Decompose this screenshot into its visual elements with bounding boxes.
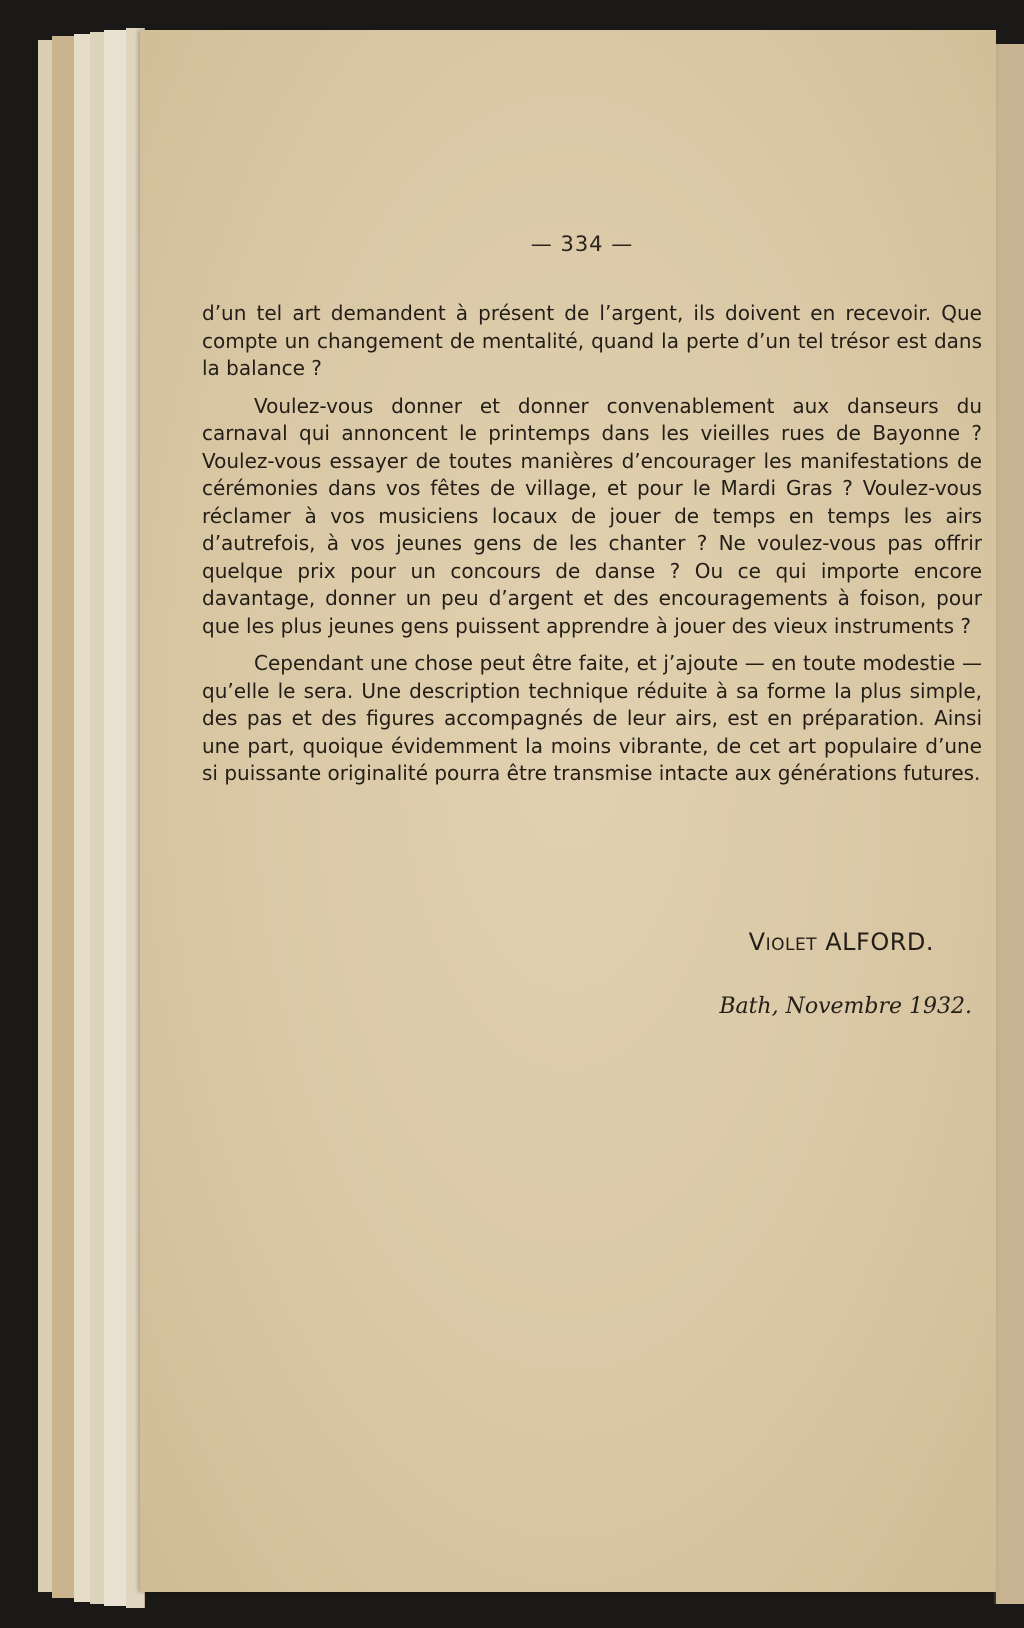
body-text bbox=[202, 300, 982, 798]
facing-page-edge bbox=[994, 44, 1024, 1604]
page-edge bbox=[90, 32, 105, 1604]
book-page bbox=[140, 30, 996, 1592]
author-last-name: ALFORD. bbox=[825, 928, 934, 956]
paragraph-2: Voulez-vous donner et donner convenablement aux danseurs du carnaval qui annoncent le printemps dans les vieilles rues de Bayonne ? Voulez-vous essayer de toutes manières d’encourager les manifestations de cérémonies dans vos fêtes de village, et pour le Mardi Gras ? Voulez-vous réclamer à vos musiciens locaux de jouer de temps en temps les airs d’autrefois, à vos jeunes gens de les chanter ? Ne voulez-vous pas offrir quelque prix pour un concours de danse ? Ou ce qui importe encore davantage, donner un peu d’argent et des encouragements à foison, pour que les plus jeunes gens puissent apprendre à jouer des vieux instruments ? bbox=[202, 393, 982, 638]
page-edge bbox=[38, 40, 53, 1592]
author-first-name: Violet bbox=[748, 928, 818, 956]
page-number: — 334 — bbox=[530, 232, 634, 256]
paragraph-1: d’un tel art demandent à présent de l’argent, ils doivent en recevoir. Que compte un changement de mentalité, quand la perte d’un tel trésor est dans la balance ? bbox=[202, 301, 982, 380]
page-edge bbox=[52, 36, 75, 1598]
page-edge bbox=[104, 30, 127, 1606]
page-edge bbox=[74, 34, 91, 1602]
author-signature bbox=[749, 928, 934, 956]
paragraph-3: Cependant une chose peut être faite, et j’ajoute — en toute modestie — qu’elle le sera. Une description technique réduite à sa forme la plus simple, des pas et des figures accompagnés de leur airs, est en préparation. Ainsi une part, quoique évidemment la moins vibrante, de cet art populaire d’une si puissante originalité pourra être transmise intacte aux générations futures. bbox=[202, 651, 982, 785]
place-and-date: Bath, Novembre 1932. bbox=[719, 994, 972, 1019]
